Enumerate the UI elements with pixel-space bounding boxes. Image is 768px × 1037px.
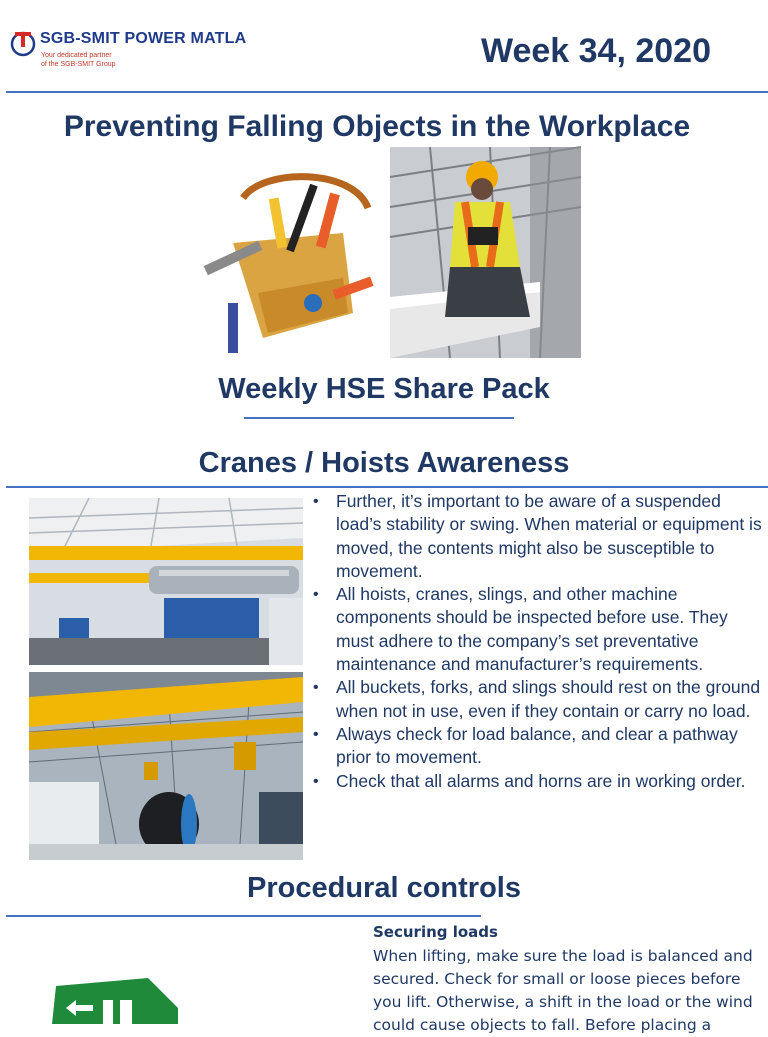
cranes-heading: Cranes / Hoists Awareness — [198, 447, 570, 479]
logo-mark-icon — [10, 30, 36, 56]
bullet-icon: • — [313, 586, 319, 604]
company-logo — [10, 28, 280, 72]
worker-harness-image — [390, 147, 581, 358]
list-item: • All buckets, forks, and slings should rest on the ground when not in use, even if they contain or carry no load. — [313, 677, 761, 721]
list-item: • Check that all alarms and horns are in working order. — [313, 770, 763, 793]
list-item: • All hoists, cranes, slings, and other machine components should be inspected before use. They must adhere to the company’s set preventative maintenance and manufacturer’s requirements. — [313, 584, 728, 675]
procedural-heading: Procedural controls — [247, 872, 521, 904]
header-divider — [6, 91, 768, 93]
procedural-subheading: Securing loads — [373, 923, 498, 941]
list-item: • Always check for load balance, and clear a pathway prior to movement. — [313, 723, 738, 768]
bullet-icon: • — [313, 679, 319, 697]
bullet-icon: • — [313, 493, 319, 510]
share-pack-underline — [244, 417, 514, 419]
header — [0, 0, 768, 92]
procedural-body: When lifting, make sure the load is balanced and secured. Check for small or loose pieces before you lift. Otherwise, a shift in the load or the wind could cause objects to fall. Before placing a — [373, 947, 753, 1034]
cranes-divider — [6, 486, 768, 488]
page-title: Preventing Falling Objects in the Workplace — [63, 110, 691, 143]
crane-hall-image-1 — [29, 498, 303, 665]
bullet-icon: • — [313, 725, 319, 743]
cranes-bullet-list — [313, 490, 763, 793]
week-label: Week 34, 2020 — [481, 32, 711, 70]
list-item: • Further, it’s important to be aware of a suspended load’s stability or swing. When material or equipment is moved, the contents might also be susceptible to movement. — [313, 491, 762, 581]
tool-belt-image — [203, 163, 375, 355]
share-pack-title: Weekly HSE Share Pack — [218, 373, 550, 405]
procedural-divider — [6, 915, 481, 917]
company-tagline: Your dedicated partner of the SGB-SMIT Group — [41, 52, 116, 68]
bullet-icon: • — [313, 772, 319, 790]
company-name: SGB-SMIT POWER MATLA — [40, 30, 247, 47]
green-sign-image — [48, 978, 178, 1024]
crane-hall-image-2 — [29, 672, 303, 860]
